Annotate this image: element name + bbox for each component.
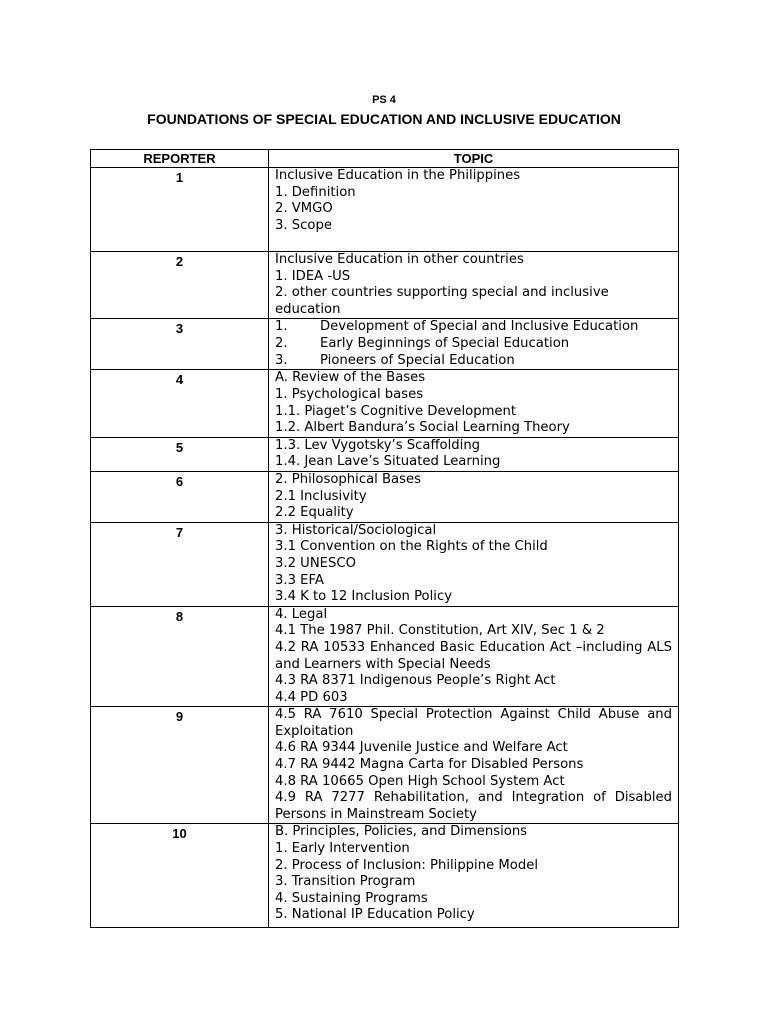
table-row bbox=[91, 168, 679, 252]
topic-line: 1. IDEA -US bbox=[275, 268, 351, 284]
topic-line: 5. National IP Education Policy bbox=[275, 907, 475, 923]
reporter-number: 3 bbox=[91, 319, 269, 370]
topic-line: 4.4 PD 603 bbox=[275, 689, 348, 705]
topic-line: 2. Process of Inclusion: Philippine Model bbox=[275, 857, 538, 873]
topic-cell bbox=[269, 606, 679, 707]
topic-cell bbox=[269, 824, 679, 928]
topic-line: 2. Philosophical Bases bbox=[275, 471, 421, 487]
topic-line: 1.3. Lev Vygotsky’s Scaffolding bbox=[275, 437, 481, 453]
reporter-number: 7 bbox=[91, 522, 269, 606]
reporter-number: 10 bbox=[91, 824, 269, 928]
topic-line: 3. Transition Program bbox=[275, 874, 416, 890]
topic-line: 1. Definition bbox=[275, 184, 356, 200]
list-text: Pioneers of Special Education bbox=[320, 352, 515, 368]
topic-line: 2. other countries supporting special and inclusive education bbox=[275, 285, 609, 317]
topic-line bbox=[275, 319, 672, 336]
topic-line: Inclusive Education in the Philippines bbox=[275, 168, 521, 183]
topic-line bbox=[275, 336, 672, 353]
topic-line: 4.9 RA 7277 Rehabilitation, and Integration of Disabled Persons in Mainstream Society bbox=[275, 790, 672, 822]
reporter-topic-table bbox=[90, 149, 679, 928]
table-row bbox=[91, 370, 679, 437]
topic-line: 3.4 K to 12 Inclusion Policy bbox=[275, 589, 453, 605]
table-row bbox=[91, 606, 679, 707]
topic-line: 3. Historical/Sociological bbox=[275, 522, 437, 538]
topic-line: 2. VMGO bbox=[275, 201, 333, 217]
topic-cell bbox=[269, 471, 679, 522]
topic-line: A. Review of the Bases bbox=[275, 370, 426, 386]
topic-line: 4.2 RA 10533 Enhanced Basic Education Act –including ALS and Learners with Special Needs bbox=[275, 639, 672, 672]
topic-line: 2.2 Equality bbox=[275, 505, 354, 521]
reporter-number: 6 bbox=[91, 471, 269, 522]
reporter-number: 2 bbox=[91, 252, 269, 319]
reporter-number: 1 bbox=[91, 168, 269, 252]
topic-line: 1.1. Piaget’s Cognitive Development bbox=[275, 403, 517, 419]
list-text: Early Beginnings of Special Education bbox=[320, 335, 570, 351]
topic-line bbox=[275, 353, 672, 370]
document-title: FOUNDATIONS OF SPECIAL EDUCATION AND INCLUSIVE EDUCATION bbox=[147, 111, 621, 127]
topic-cell bbox=[269, 319, 679, 370]
topic-cell bbox=[269, 252, 679, 319]
topic-line: 4. Sustaining Programs bbox=[275, 890, 428, 906]
topic-line: Inclusive Education in other countries bbox=[275, 252, 524, 267]
table-row bbox=[91, 319, 679, 370]
table-header-row bbox=[91, 150, 679, 168]
list-number: 2. bbox=[275, 335, 288, 351]
header-reporter: REPORTER bbox=[91, 150, 269, 168]
topic-line: 4.1 The 1987 Phil. Constitution, Art XIV, Sec 1 & 2 bbox=[275, 623, 605, 639]
header-topic: TOPIC bbox=[269, 150, 679, 168]
topic-line: 4.8 RA 10665 Open High School System Act bbox=[275, 773, 565, 789]
list-number: 1. bbox=[275, 319, 288, 335]
reporter-number: 4 bbox=[91, 370, 269, 437]
topic-cell bbox=[269, 522, 679, 606]
topic-line: 3.2 UNESCO bbox=[275, 555, 356, 571]
topic-line: B. Principles, Policies, and Dimensions bbox=[275, 824, 528, 840]
table-row bbox=[91, 522, 679, 606]
reporter-number: 9 bbox=[91, 707, 269, 824]
document-code: PS 4 bbox=[372, 94, 396, 106]
topic-line: 4.3 RA 8371 Indigenous People’s Right Act bbox=[275, 673, 556, 689]
topic-line: 1.4. Jean Lave’s Situated Learning bbox=[275, 454, 501, 470]
topic-line: 3. Scope bbox=[275, 217, 332, 233]
table-row bbox=[91, 707, 679, 824]
topic-cell bbox=[269, 370, 679, 437]
table-row bbox=[91, 252, 679, 319]
topic-line: 1. Early Intervention bbox=[275, 841, 410, 857]
table-row bbox=[91, 437, 679, 471]
topic-cell bbox=[269, 707, 679, 824]
topic-line: 1.2. Albert Bandura’s Social Learning Theory bbox=[275, 420, 570, 436]
topic-line: 4.7 RA 9442 Magna Carta for Disabled Persons bbox=[275, 757, 584, 773]
topic-line: 4.5 RA 7610 Special Protection Against Child Abuse and Exploitation bbox=[275, 707, 672, 739]
topic-cell bbox=[269, 437, 679, 471]
topic-line: 3.1 Convention on the Rights of the Child bbox=[275, 539, 548, 555]
topic-line: 4.6 RA 9344 Juvenile Justice and Welfare Act bbox=[275, 740, 568, 756]
reporter-number: 8 bbox=[91, 606, 269, 707]
reporter-number: 5 bbox=[91, 437, 269, 471]
topic-line: 4. Legal bbox=[275, 606, 328, 622]
topic-cell bbox=[269, 168, 679, 252]
table-row bbox=[91, 824, 679, 928]
list-number: 3. bbox=[275, 352, 288, 368]
table-row bbox=[91, 471, 679, 522]
topic-line: 2.1 Inclusivity bbox=[275, 488, 367, 504]
topic-line: 1. Psychological bases bbox=[275, 386, 424, 402]
list-text: Development of Special and Inclusive Education bbox=[320, 319, 639, 335]
topic-line: 3.3 EFA bbox=[275, 572, 324, 588]
